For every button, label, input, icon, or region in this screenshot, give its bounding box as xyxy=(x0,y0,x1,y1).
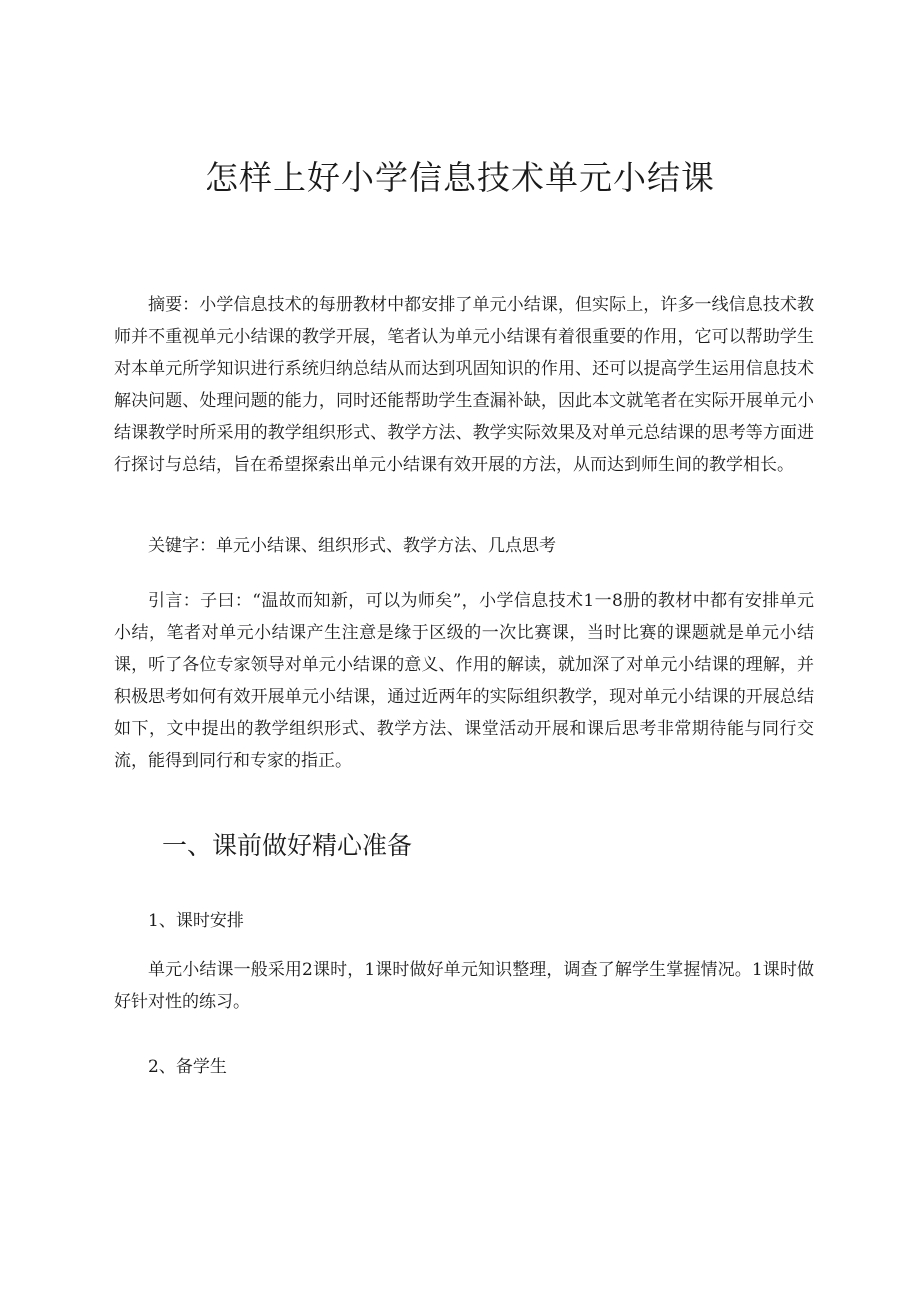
document-title: 怎样上好小学信息技术单元小结课 xyxy=(205,158,715,197)
subsection-heading-2: 2、备学生 xyxy=(148,1057,227,1077)
subsection-heading-1: 1、课时安排 xyxy=(148,911,244,931)
abstract-paragraph: 摘要：小学信息技术的每册教材中都安排了单元小结课，但实际上，许多一线信息技术教师并不重视单元小结课的教学开展，笔者认为单元小结课有着很重要的作用，它可以帮助学生对本单元所学知识进行系统归纳总结从而达到巩固知识的作用、还可以提高学生运用信息技术解决问题、处理问题的能力，同时还能帮助学生查漏补缺，因此本文就笔者在实际开展单元小结课教学时所采用的教学组织形式、教学方法、教学实际效果及对单元总结课的思考等方面进行探讨与总结，旨在希望探索出单元小结课有效开展的方法，从而达到师生间的教学相长。 xyxy=(114,295,814,475)
keywords-paragraph: 关键字：单元小结课、组织形式、教学方法、几点思考 xyxy=(148,536,556,556)
section-heading-1: 一、课前做好精心准备 xyxy=(162,831,413,860)
subsection-1-paragraph: 单元小结课一般采用2课时，1课时做好单元知识整理，调查了解学生掌握情况。1课时做好针对性的练习。 xyxy=(114,960,814,1012)
introduction-paragraph: 引言：子曰：“温故而知新，可以为师矣”，小学信息技术1一8册的教材中都有安排单元小结，笔者对单元小结课产生注意是缘于区级的一次比赛课，当时比赛的课题就是单元小结课，听了各位专家领导对单元小结课的意义、作用的解读，就加深了对单元小结课的理解，并积极思考如何有效开展单元小结课，通过近两年的实际组织教学，现对单元小结课的开展总结如下，文中提出的教学组织形式、教学方法、课堂活动开展和课后思考非常期待能与同行交流，能得到同行和专家的指正。 xyxy=(114,591,814,771)
